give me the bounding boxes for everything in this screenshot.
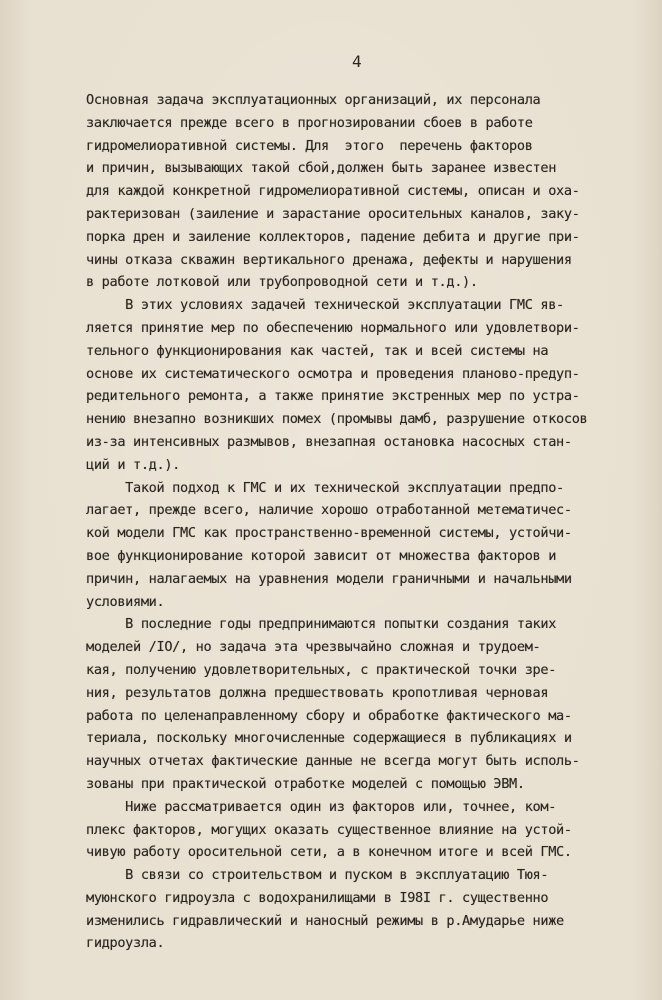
text-line: условиями. <box>86 593 165 610</box>
text-line: Ниже рассматривается один из факторов или, точнее, ком- <box>86 798 557 815</box>
text-line: и причин, вызывающих такой сбой,должен быть заранее известен <box>86 160 557 177</box>
text-line: из-за интенсивных размывов, внезапная остановка насосных стан- <box>86 433 572 450</box>
text-line: плекс факторов, могущих оказать существенное влияние на устой- <box>86 821 572 838</box>
text-line: зованы при практической отработке моделей с помощью ЭВМ. <box>86 775 525 792</box>
text-line: тельного функционирования как частей, так и всей системы на <box>86 342 549 359</box>
text-line: вое функционирование которой зависит от множества факторов и <box>86 547 557 564</box>
text-line: В последние годы предпринимаются попытки создания таких <box>86 616 557 633</box>
text-line: ляется принятие мер по обеспечению нормального или удовлетвори- <box>86 319 580 336</box>
text-line: лагает, прежде всего, наличие хорошо отработанной метематичес- <box>86 502 572 519</box>
text-line: кой модели ГМС как пространственно-временной системы, устойчи- <box>86 525 572 542</box>
text-line: гидромелиоративной системы. Для этого перечень факторов <box>86 137 533 154</box>
text-line: редительного ремонта, а также принятие экстренных мер по устра- <box>86 388 580 405</box>
text-line: гидроузла. <box>86 935 165 952</box>
text-line: чивую работу оросительной сети, а в конечном итоге и всей ГМС. <box>86 844 572 861</box>
body-text <box>86 89 646 955</box>
text-line: Основная задача эксплуатационных организаций, их персонала <box>86 92 541 108</box>
text-line: причин, налагаемых на уравнения модели граничными и начальными <box>86 570 572 587</box>
text-line: чины отказа скважин вертикального дренажа, дефекты и нарушения <box>86 251 572 268</box>
text-line: В связи со строительством и пуском в эксплуатацию Тюя- <box>86 867 549 884</box>
text-line: в работе лотковой или трубопроводной сети и т.д.). <box>86 274 478 291</box>
text-line: муюнского гидроузла с водохранилищами в I98I г. существенно <box>86 889 549 906</box>
text-line: Такой подход к ГМС и их технической эксплуатации предпо- <box>86 479 564 496</box>
text-line: заключается прежде всего в прогнозировании сбоев в работе <box>86 114 533 131</box>
text-line: научных отчетах фактические данные не всегда могут быть исполь- <box>86 753 580 770</box>
text-line: ния, результатов должна предшествовать кропотливая черновая <box>86 684 549 701</box>
text-line: В этих условиях задачей технической эксплуатации ГМС яв- <box>86 297 564 314</box>
text-line: работа по целенаправленному сбору и обработке фактического ма- <box>86 707 572 724</box>
text-line: териала, поскольку многочисленные содержащиеся в публикациях и <box>86 730 572 747</box>
text-line: нению внезапно возникших помех (промывы дамб, разрушение откосов <box>86 411 588 428</box>
text-line: для каждой конкретной гидромелиоративной системы, описан и оха- <box>86 183 580 200</box>
text-line: ций и т.д.). <box>86 456 181 473</box>
text-line: рактеризован (заиление и зарастание оросительных каналов, заку- <box>86 205 580 222</box>
page-number: 4 <box>352 52 362 71</box>
text-line: изменились гидравлический и наносный режимы в р.Амударье ниже <box>86 912 564 929</box>
text-line: порка дрен и заиление коллекторов, падение дебита и другие при- <box>86 228 580 245</box>
text-line: кая, получению удовлетворительных, с практической точки зре- <box>86 661 557 678</box>
text-line: основе их систематического осмотра и проведения планово-предуп- <box>86 365 580 382</box>
text-line: моделей /IO/, но задача эта чрезвычайно сложная и трудоем- <box>86 639 541 656</box>
